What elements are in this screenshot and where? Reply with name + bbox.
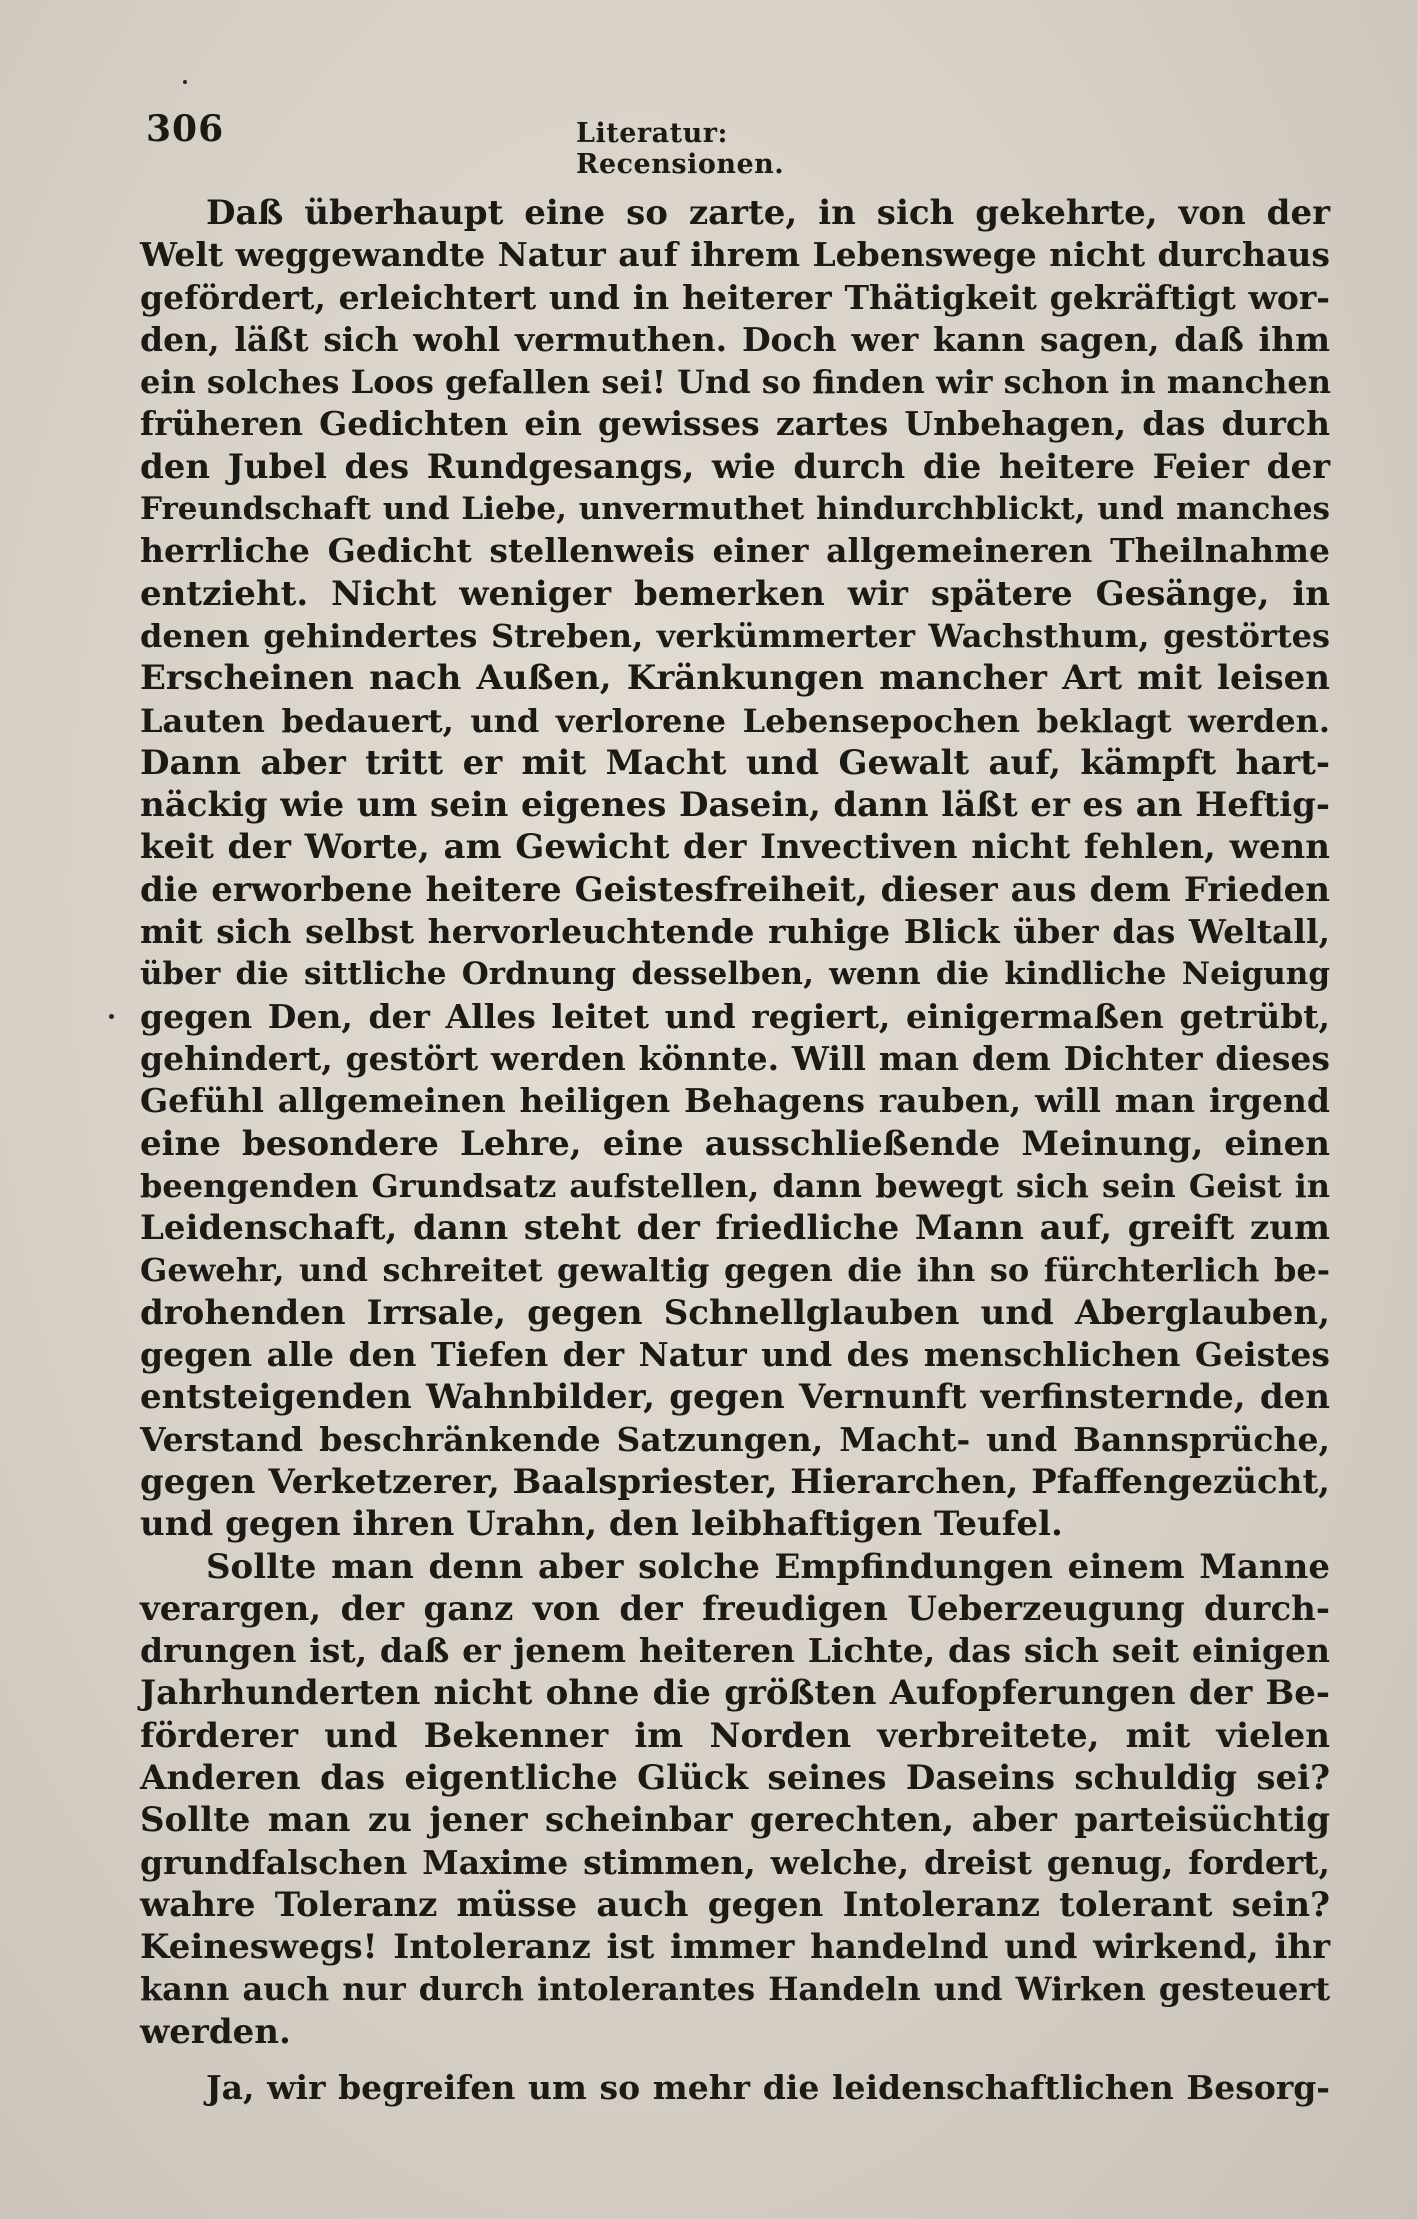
text-line: gegen Den, der Alles leitet und regiert, einigermaßen getrübt,	[140, 996, 1330, 1036]
paragraph	[140, 192, 1330, 1546]
text-line: näckig wie um sein eigenes Dasein, dann läßt er es an Heftig-	[140, 785, 1330, 826]
text-line: mit sich selbst hervorleuchtende ruhige Blick über das Weltall,	[140, 912, 1330, 952]
text-line: drohenden Irrsale, gegen Schnellglauben und Aberglauben,	[140, 1292, 1330, 1333]
text-line: Verstand beschränkende Satzungen, Macht- und Bannsprüche,	[140, 1419, 1330, 1459]
text-line: den, läßt sich wohl vermuthen. Doch wer kann sagen, daß ihm	[140, 319, 1330, 359]
text-line: verargen, der ganz von der freudigen Ueberzeugung durch-	[140, 1588, 1330, 1629]
text-line: Ja, wir begreifen um so mehr die leidenschaftlichen Besorg-	[206, 2068, 1330, 2108]
page-header	[146, 108, 936, 180]
text-line: denen gehindertes Streben, verkümmerter Wachsthum, gestörtes	[140, 616, 1330, 655]
text-line: Lauten bedauert, und verlorene Lebensepochen beklagt werden.	[140, 701, 1330, 740]
text-line: beengenden Grundsatz aufstellen, dann bewegt sich sein Geist in	[140, 1166, 1330, 1205]
text-line: Leidenschaft, dann steht der friedliche Mann auf, greift zum	[140, 1208, 1330, 1249]
text-line: Keineswegs! Intoleranz ist immer handelnd und wirkend, ihr	[140, 1927, 1330, 1968]
paragraph-gap	[140, 2053, 1330, 2067]
text-line: entzieht. Nicht weniger bemerken wir spätere Gesänge, in	[140, 573, 1330, 614]
text-line: Sollte man denn aber solche Empfindungen einem Manne	[206, 1546, 1330, 1587]
text-line: gegen alle den Tiefen der Natur und des menschlichen Geistes	[140, 1335, 1330, 1375]
text-line: Gewehr, und schreitet gewaltig gegen die ihn so fürchterlich be-	[140, 1251, 1330, 1290]
text-line: keit der Worte, am Gewicht der Invectiven nicht fehlen, wenn	[140, 827, 1330, 868]
text-line: Daß überhaupt eine so zarte, in sich gekehrte, von der	[206, 193, 1330, 233]
text-line: eine besondere Lehre, eine ausschließende Meinung, einen	[140, 1123, 1330, 1164]
text-line: kann auch nur durch intolerantes Handeln und Wirken gesteuert	[140, 1970, 1330, 2009]
text-line: Anderen das eigentliche Glück seines Daseins schuldig sei?	[140, 1757, 1330, 1798]
text-line: Welt weggewandte Natur auf ihrem Lebenswege nicht durchaus	[140, 235, 1330, 275]
text-line: werden.	[140, 2011, 291, 2052]
text-line: Dann aber tritt er mit Macht und Gewalt auf, kämpft hart-	[140, 742, 1330, 783]
ink-speck	[183, 80, 187, 84]
text-line: drungen ist, daß er jenem heiteren Lichte, das sich seit einigen	[140, 1631, 1330, 1671]
text-line: grundfalschen Maxime stimmen, welche, dreist genug, fordert,	[140, 1842, 1330, 1882]
text-line: förderer und Bekenner im Norden verbreitete, mit vielen	[140, 1715, 1330, 1756]
text-line: Erscheinen nach Außen, Kränkungen mancher Art mit leisen	[140, 658, 1330, 699]
paragraph	[140, 2067, 1330, 2109]
text-line: herrliche Gedicht stellenweis einer allgemeineren Theilnahme	[140, 531, 1330, 571]
text-line: ein solches Loos gefallen sei! Und so finden wir schon in manchen	[140, 363, 1331, 402]
text-line: Gefühl allgemeinen heiligen Behagens rauben, will man irgend	[140, 1081, 1330, 1121]
text-line: über die sittliche Ordnung desselben, wenn die kindliche Neigung	[140, 956, 1330, 993]
text-line: Freundschaft und Liebe, unvermuthet hindurchblickt, und manches	[140, 491, 1330, 528]
text-line: Jahrhunderten nicht ohne die größten Aufopferungen der Be-	[140, 1673, 1330, 1714]
paragraph	[140, 1546, 1330, 2054]
text-line: gehindert, gestört werden könnte. Will man dem Dichter dieses	[140, 1038, 1330, 1078]
text-line: und gegen ihren Urahn, den leibhaftigen Teufel.	[140, 1504, 1063, 1545]
text-line: früheren Gedichten ein gewisses zartes Unbehagen, das durch	[140, 404, 1330, 444]
text-line: die erworbene heitere Geistesfreiheit, dieser aus dem Frieden	[140, 869, 1330, 910]
page-number: 306	[146, 108, 225, 150]
margin-mark	[109, 1014, 114, 1019]
text-line: gefördert, erleichtert und in heiterer Thätigkeit gekräftigt wor-	[140, 277, 1330, 317]
body-text	[140, 192, 1330, 2109]
text-line: gegen Verketzerer, Baalspriester, Hierarchen, Pfaffengezücht,	[140, 1461, 1330, 1502]
text-line: Sollte man zu jener scheinbar gerechten, aber parteisüchtig	[140, 1800, 1330, 1841]
text-line: entsteigenden Wahnbilder, gegen Vernunft verfinsternde, den	[140, 1377, 1330, 1418]
running-head: Literatur: Recensionen.	[576, 118, 785, 180]
text-line: wahre Toleranz müsse auch gegen Intoleranz tolerant sein?	[140, 1884, 1330, 1925]
text-line: den Jubel des Rundgesangs, wie durch die heitere Feier der	[140, 446, 1330, 487]
